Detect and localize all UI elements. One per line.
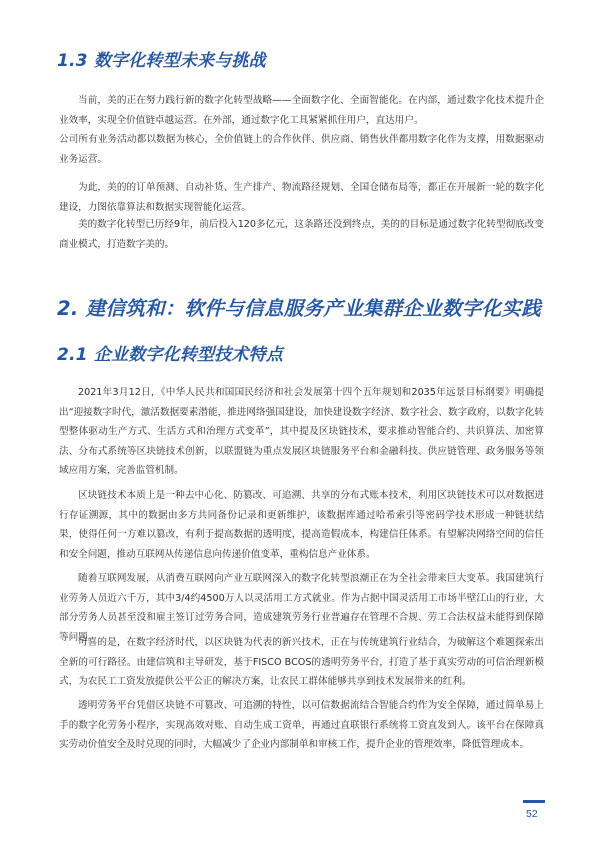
- paragraph: 公司所有业务活动都以数据为核心，全价值链上的合作伙伴、供应商、销售伙伴都用数字化作为支撑，用数据驱动业务运营。: [59, 134, 544, 165]
- paragraph: 美的数字化转型已历经9年，前后投入120多亿元，这条路还没到终点，美的的目标是通过数字化转型彻底改变商业模式，打造数字美的。: [59, 219, 544, 250]
- section-2-heading: 2. 建信筑和：软件与信息服务产业集群企业数字化实践: [57, 297, 542, 320]
- page-number-bar: [523, 800, 545, 803]
- paragraph: 可喜的是，在数字经济时代，以区块链为代表的新兴技术，正在与传统建筑行业结合，为破解这个难题探索出全新的可行路径。由建信筑和主导研发，基于FISCO BCOS的透明劳务平台，打造了基于真实劳动的可信治理新模式，为农民工工资发放提供公平公正的解决方案，让农民工群体能够共享到技术发展带来的红利。: [59, 637, 544, 687]
- paragraph: 为此，美的的订单预测、自动补货、生产排产、物流路径规划、全国仓储布局等，都正在开展新一轮的数字化建设，力图依靠算法和数据实现智能化运营。: [59, 182, 544, 213]
- paragraph: 2021年3月12日，《中华人民共和国国民经济和社会发展第十四个五年规划和2035年远景目标纲要》明确提出“迎接数字时代，激活数据要素潜能，推进网络强国建设，加快建设数字经济、数字社会、数字政府，以数字化转型整体驱动生产方式、生活方式和治理方式变革”，其中提及区块链技术，要求推动智能合约、共识算法、加密算法、分布式系统等区块链技术创新，以联盟链为重点发展区块链服务平台和金融科技、供应链管理、政务服务等领域应用方案，完善监管机制。: [59, 387, 544, 476]
- paragraph: 透明劳务平台凭借区块链不可篡改、可追溯的特性，以可信数据流结合智能合约作为安全保障，通过简单易上手的数字化劳务小程序，实现高效对账、自动生成工资单，再通过直联银行系统将工资直发到人。该平台在保障真实劳动价值安全及时兑现的同时，大幅减少了企业内部制单和审核工作，提升企业的管理效率，降低管理成本。: [59, 700, 544, 750]
- paragraph: 随着互联网发展，从消费互联网向产业互联网深入的数字化转型浪潮正在为全社会带来巨大变革。我国建筑行业劳务人员近六千万，其中3/4约4500万人以灵活用工方式就业。作为占据中国灵活用工市场半壁江山的行业，大部分劳务人员甚至没和雇主签订过劳务合同，造成建筑劳务行业普遍存在管理不合规、劳工合法权益未能得到保障等问题。: [59, 573, 544, 643]
- section-2-1-heading: 2.1 企业数字化转型技术特点: [57, 345, 284, 365]
- page-number: 52: [526, 808, 538, 820]
- paragraph: 区块链技术本质上是一种去中心化、防篡改、可追溯、共享的分布式账本技术，利用区块链技术可以对数据进行存证溯源，其中的数据由多方共同备份记录和更新维护，该数据库通过哈希索引等密码学技术形成一种链状结果，使得任何一方难以篡改，有利于提高数据的透明度，提高造假成本，构建信任体系。有望解决网络空间的信任和安全问题，推动互联网从传递信息向传递价值变革，重构信息产业体系。: [59, 490, 544, 560]
- section-1-3-heading: 1.3 数字化转型未来与挑战: [57, 51, 266, 71]
- paragraph: 当前，美的正在努力践行新的数字化转型战略——全面数字化、全面智能化。在内部，通过数字化技术提升企业效率，实现全价值链卓越运营。在外部，通过数字化工具紧紧抓住用户，直达用户。: [59, 95, 544, 126]
